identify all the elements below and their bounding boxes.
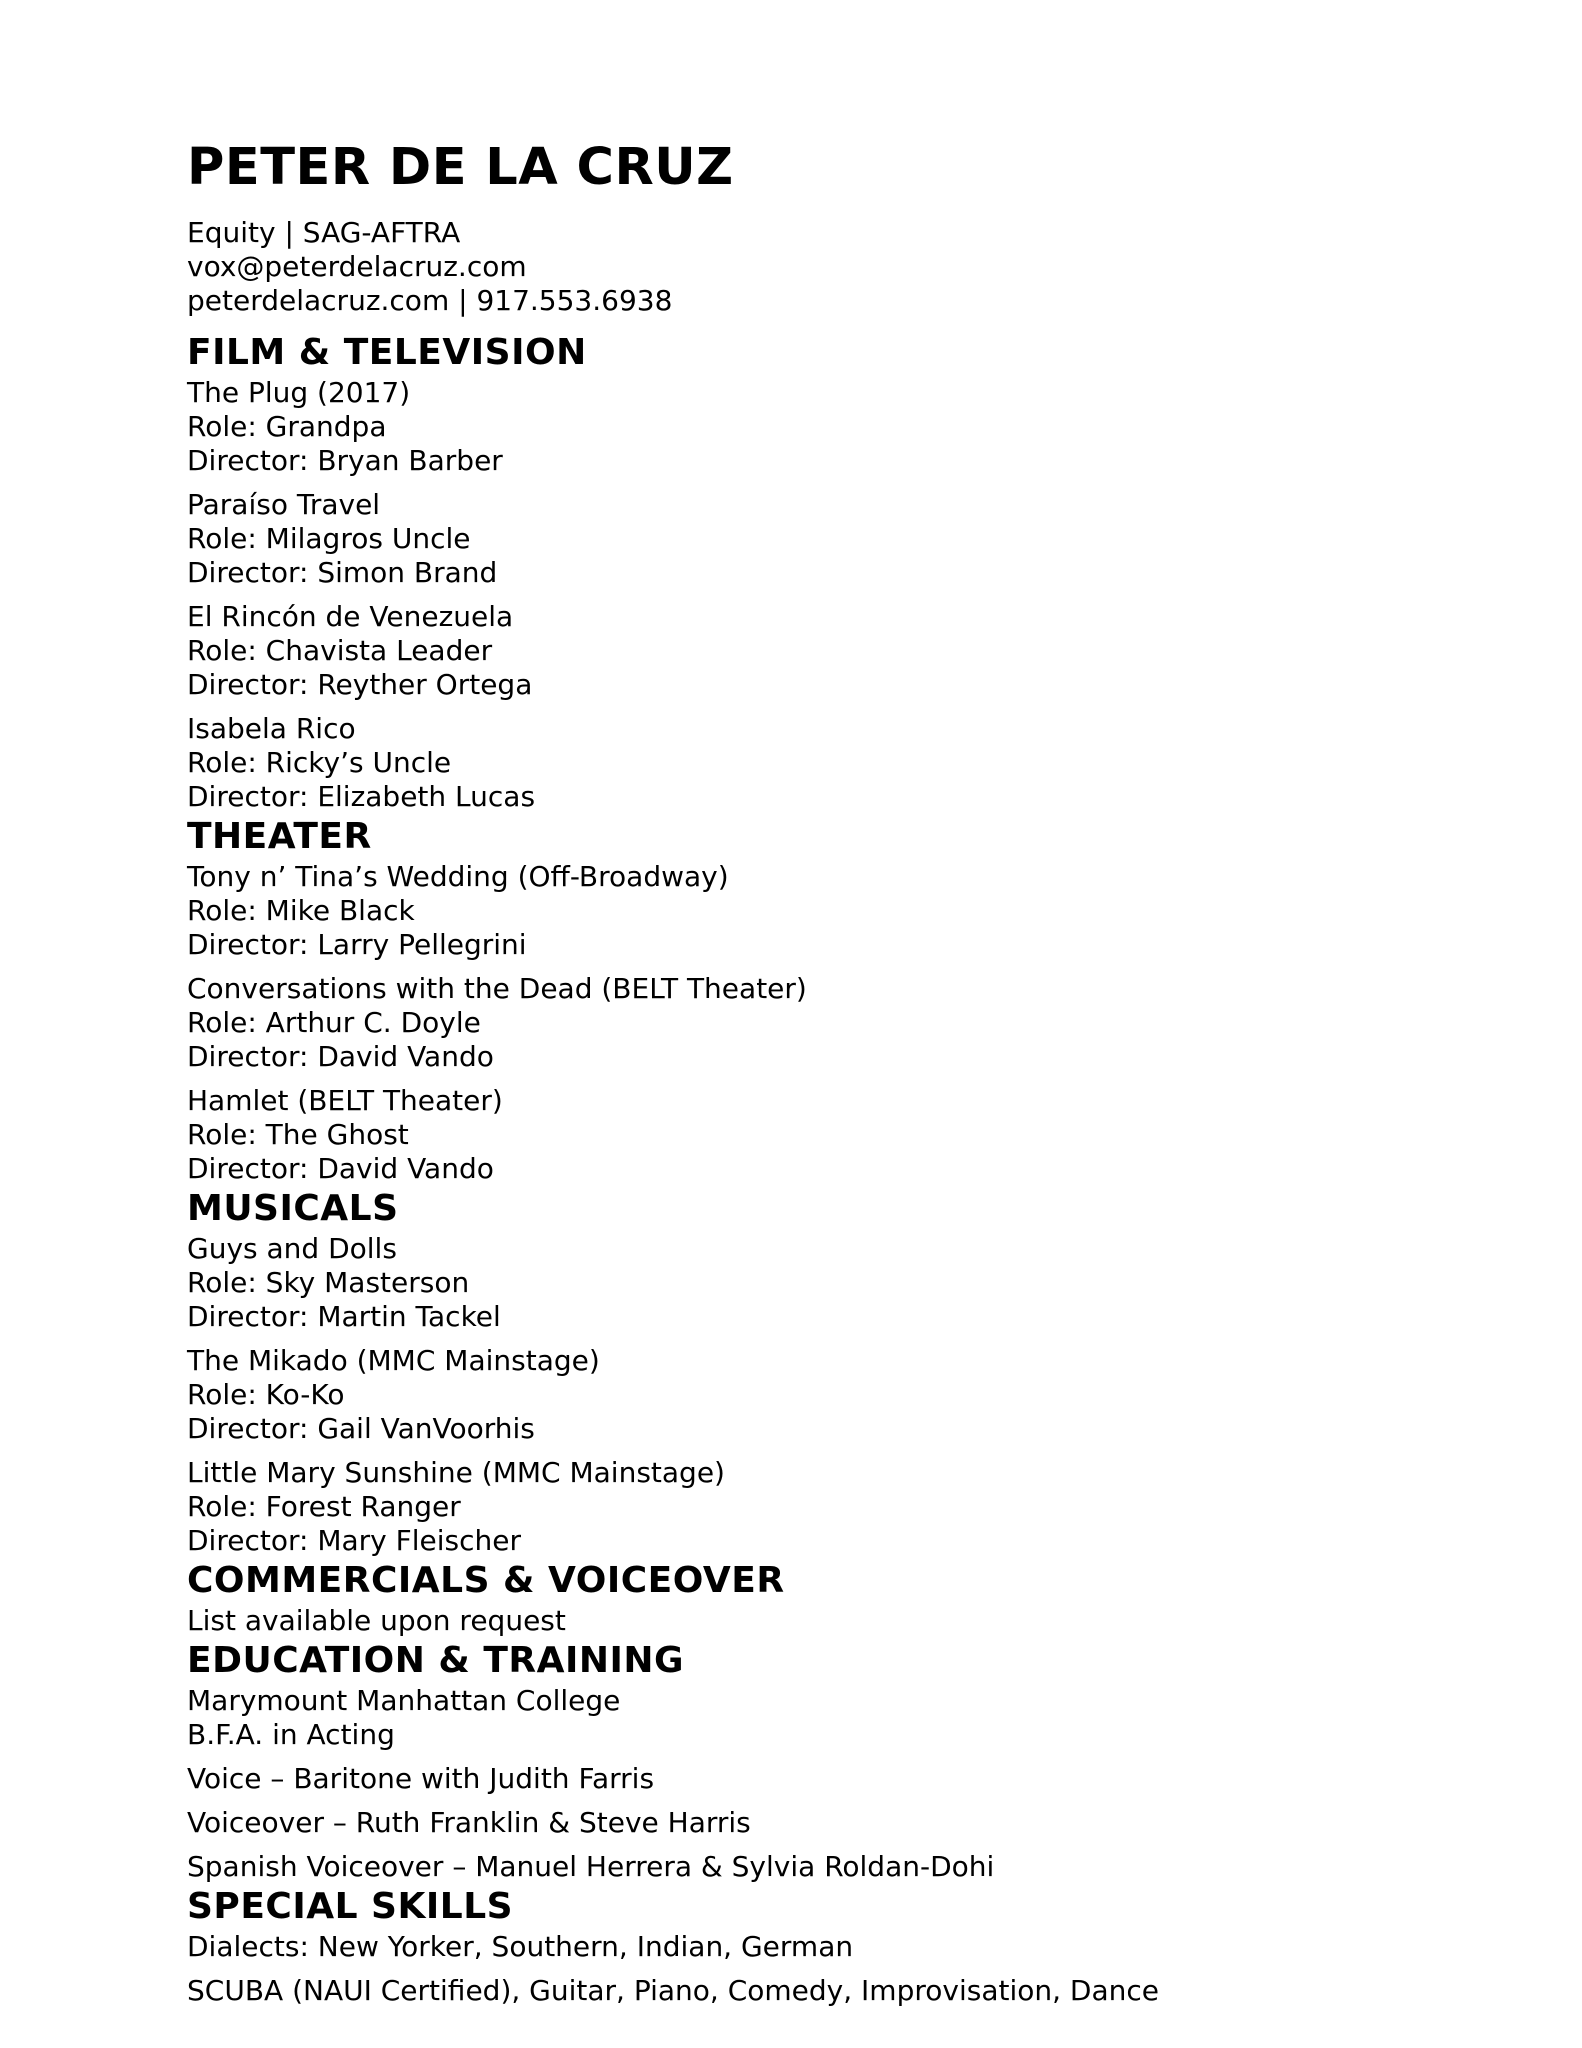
credit-title: Paraíso Travel	[187, 488, 381, 521]
credit-entry	[187, 1084, 1487, 1186]
section-title-musicals: MUSICALS	[187, 1188, 399, 1229]
section-title-commercials: COMMERCIALS & VOICEOVER	[187, 1560, 785, 1601]
section-title-film-television: FILM & TELEVISION	[187, 332, 587, 373]
email-address: vox@peterdelacruz.com	[187, 250, 527, 283]
skill-item: Dialects: New Yorker, Southern, Indian, German	[187, 1930, 854, 1963]
credit-title: Isabela Rico	[187, 712, 356, 745]
actor-name: PETER DE LA CRUZ	[187, 138, 734, 197]
credit-director: Director: Mary Fleischer	[187, 1524, 521, 1557]
credit-role: Role: Chavista Leader	[187, 634, 493, 667]
credit-entry	[187, 1344, 1487, 1446]
credit-entry	[187, 1456, 1487, 1558]
credit-role: Role: Ricky’s Uncle	[187, 746, 452, 779]
credit-entry	[187, 972, 1487, 1074]
film-television-section	[187, 330, 1487, 814]
credit-title: Little Mary Sunshine (MMC Mainstage)	[187, 1456, 725, 1489]
training-item: Voiceover – Ruth Franklin & Steve Harris	[187, 1806, 751, 1839]
section-title-education: EDUCATION & TRAINING	[187, 1640, 685, 1681]
education-entry	[187, 1684, 1487, 1752]
contact-block	[187, 216, 1487, 318]
credit-director: Director: David Vando	[187, 1040, 494, 1073]
credit-director: Director: Gail VanVoorhis	[187, 1412, 535, 1445]
credit-title: Hamlet (BELT Theater)	[187, 1084, 503, 1117]
commercials-voiceover-section	[187, 1558, 1487, 1638]
credit-director: Director: Larry Pellegrini	[187, 928, 527, 961]
credit-title: The Plug (2017)	[187, 376, 411, 409]
skill-item: SCUBA (NAUI Certified), Guitar, Piano, Comedy, Improvisation, Dance	[187, 1974, 1160, 2007]
credit-entry	[187, 1232, 1487, 1334]
commercials-note: List available upon request	[187, 1604, 566, 1637]
theater-section	[187, 814, 1487, 1186]
credit-entry	[187, 376, 1487, 478]
musicals-section	[187, 1186, 1487, 1558]
school-name: Marymount Manhattan College	[187, 1684, 621, 1717]
credit-role: Role: Grandpa	[187, 410, 387, 443]
education-training-section	[187, 1638, 1487, 1884]
credit-role: Role: Milagros Uncle	[187, 522, 471, 555]
credit-director: Director: Elizabeth Lucas	[187, 780, 536, 813]
credit-director: Director: Martin Tackel	[187, 1300, 501, 1333]
credit-title: Guys and Dolls	[187, 1232, 397, 1265]
credit-entry	[187, 712, 1487, 814]
training-item: Spanish Voiceover – Manuel Herrera & Sylvia Roldan-Dohi	[187, 1850, 995, 1883]
credit-director: Director: Simon Brand	[187, 556, 498, 589]
website-phone: peterdelacruz.com | 917.553.6938	[187, 284, 673, 317]
credit-director: Director: Bryan Barber	[187, 444, 503, 477]
credit-title: Conversations with the Dead (BELT Theater)	[187, 972, 807, 1005]
credit-role: Role: Sky Masterson	[187, 1266, 470, 1299]
credit-title: The Mikado (MMC Mainstage)	[187, 1344, 600, 1377]
credit-entry	[187, 488, 1487, 590]
credit-director: Director: David Vando	[187, 1152, 494, 1185]
credit-role: Role: Arthur C. Doyle	[187, 1006, 481, 1039]
credit-entry	[187, 600, 1487, 702]
credit-role: Role: Mike Black	[187, 894, 415, 927]
resume-page	[187, 132, 1487, 2008]
credit-role: Role: Ko-Ko	[187, 1378, 345, 1411]
special-skills-section	[187, 1884, 1487, 2008]
credit-role: Role: Forest Ranger	[187, 1490, 461, 1523]
degree: B.F.A. in Acting	[187, 1718, 395, 1751]
credit-entry	[187, 860, 1487, 962]
section-title-theater: THEATER	[187, 816, 372, 857]
credit-role: Role: The Ghost	[187, 1118, 409, 1151]
union-affiliation: Equity | SAG-AFTRA	[187, 216, 461, 249]
credit-director: Director: Reyther Ortega	[187, 668, 533, 701]
credit-title: El Rincón de Venezuela	[187, 600, 514, 633]
training-item: Voice – Baritone with Judith Farris	[187, 1762, 655, 1795]
credit-title: Tony n’ Tina’s Wedding (Off-Broadway)	[187, 860, 729, 893]
section-title-skills: SPECIAL SKILLS	[187, 1886, 514, 1927]
